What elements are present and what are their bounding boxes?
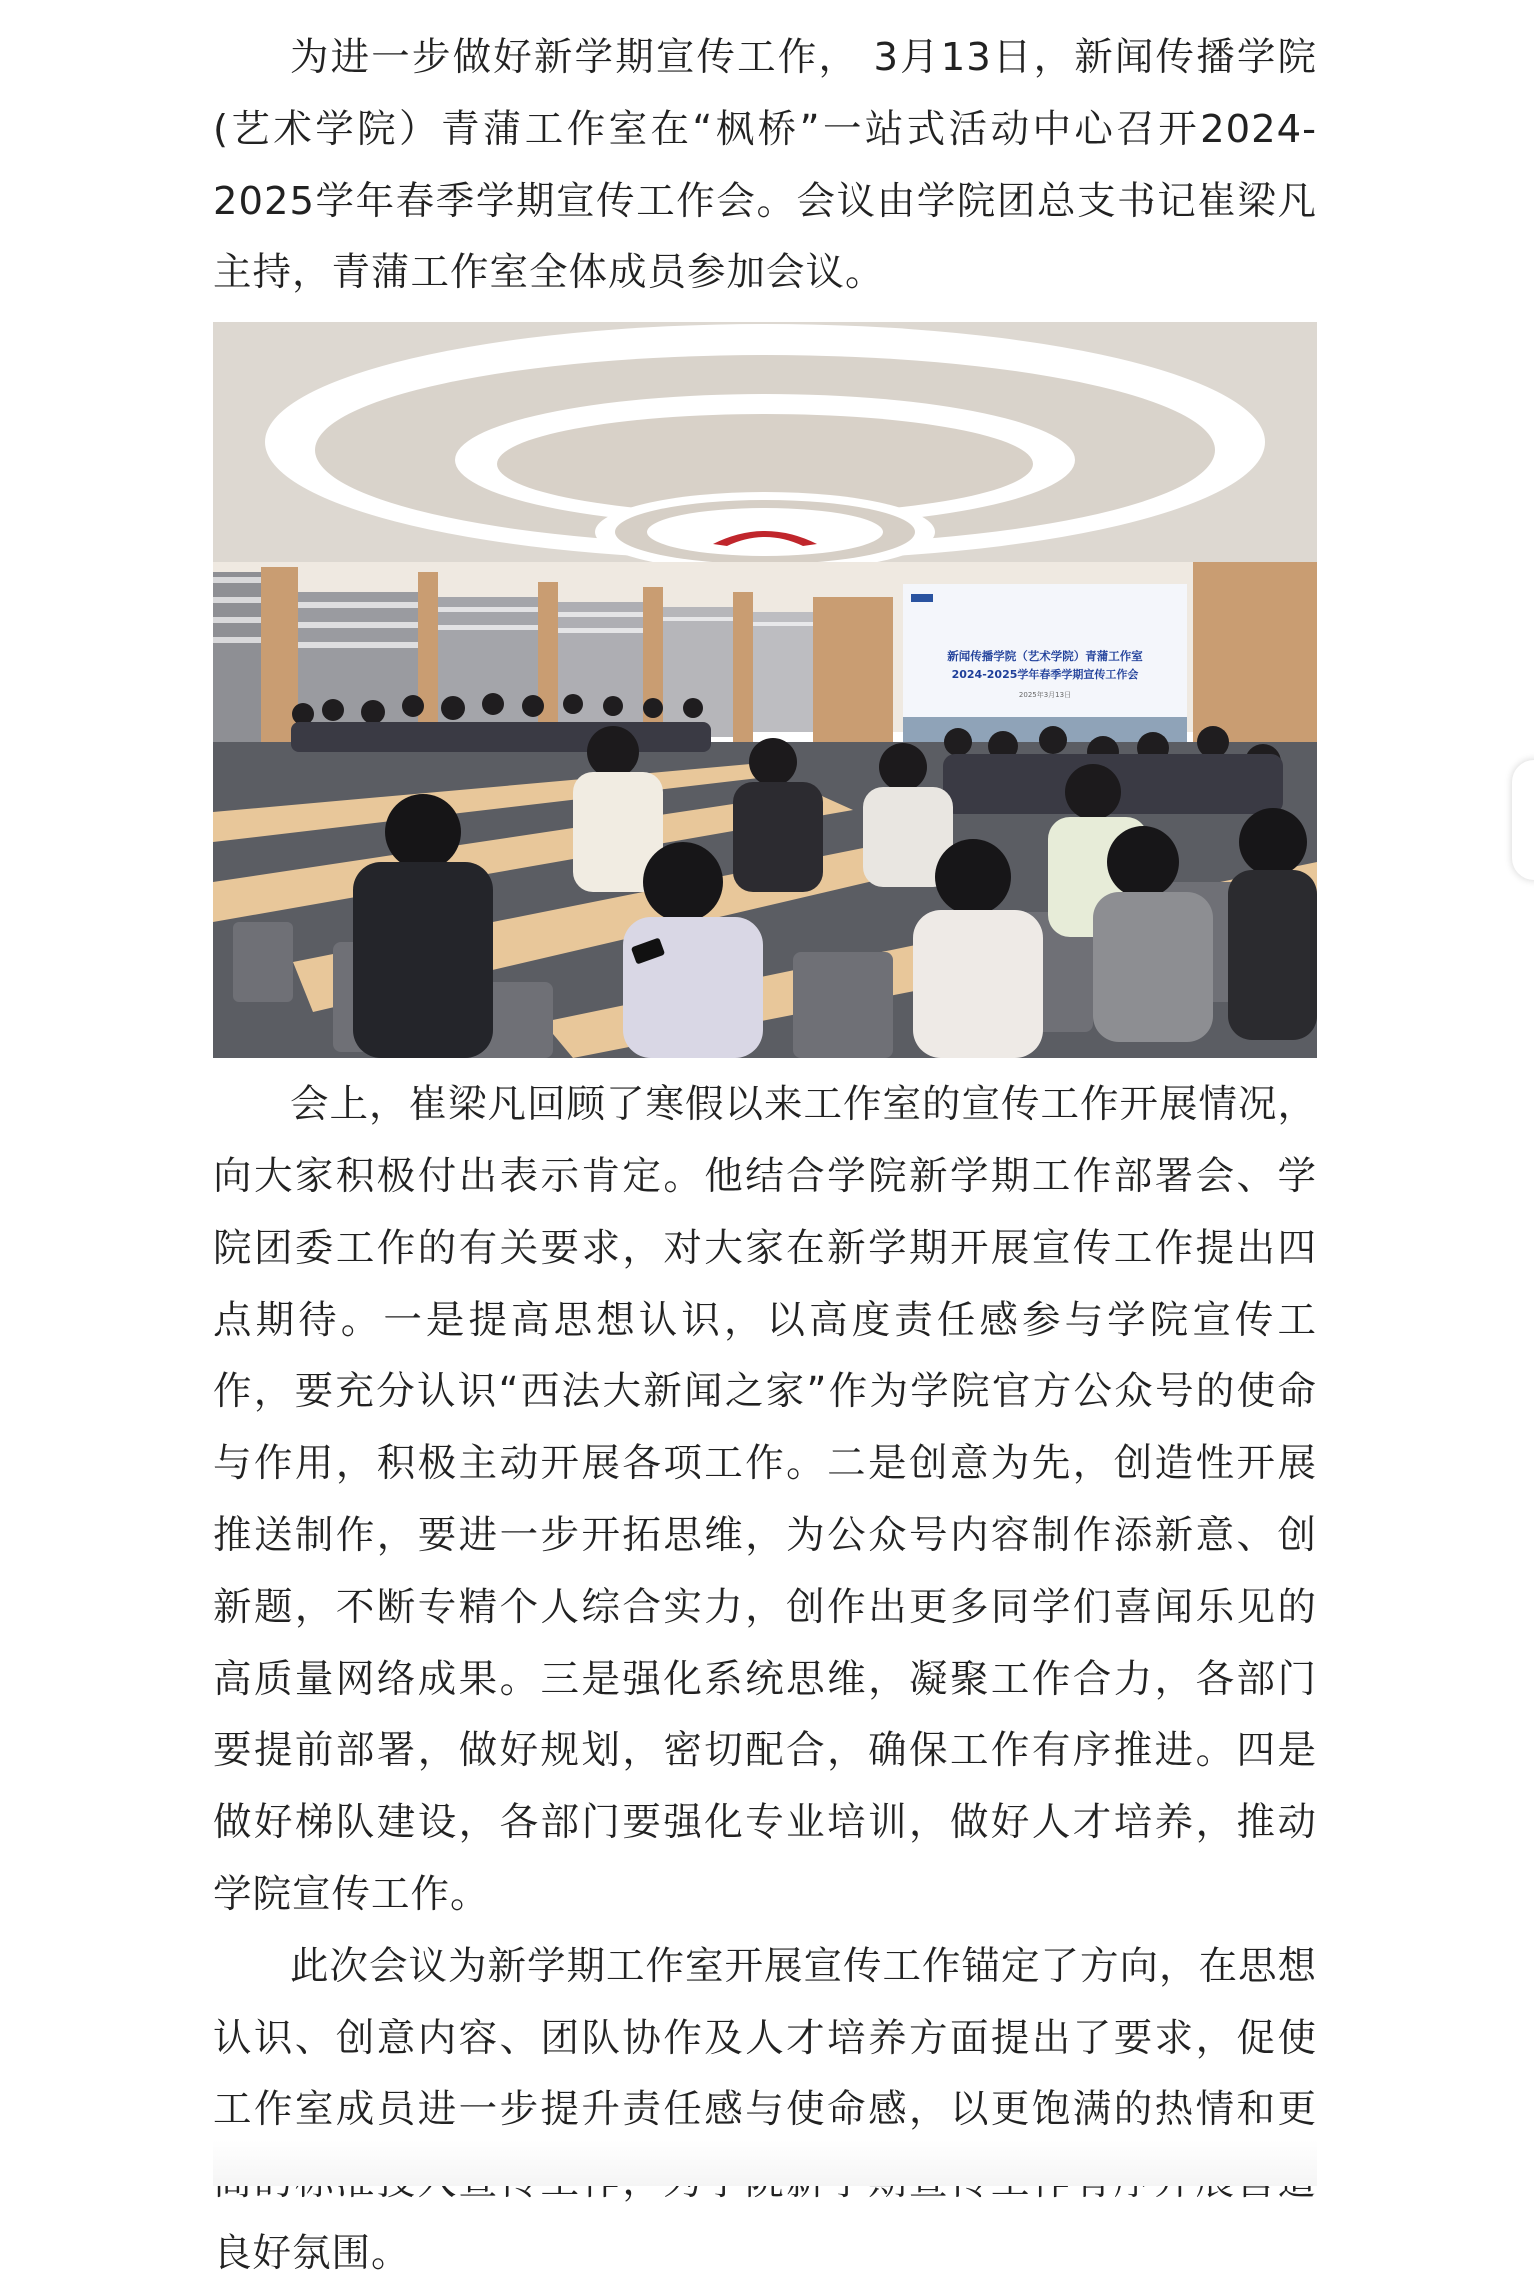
screen-date: 2025年3月13日	[1018, 691, 1072, 700]
attendee-puffer-jacket	[353, 862, 493, 1058]
screen-title-line1: 新闻传播学院（艺术学院）青蒲工作室	[947, 649, 1143, 664]
article-paragraph-meeting: 会上，崔梁凡回顾了寒假以来工作室的宣传工作开展情况，向大家积极付出表示肯定。他结合学院新学期工作部署会、学院团委工作的有关要求，对大家在新学期开展宣传工作提出四点期待。一是提高思想认识，以高度责任感参与学院宣传工作，要充分认识“西法大新闻之家”作为学院官方公众号的使命与作用，积极主动开展各项工作。二是创意为先，创造性开展推送制作，要进一步开拓思维，为公众号内容制作添新意、创新题，不断专精个人综合实力，创作出更多同学们喜闻乐见的高质量网络成果。三是强化系统思维，凝聚工作合力，各部门要提前部署，做好规划，密切配合，确保工作有序推进。四是做好梯队建设，各部门要强化专业培训，做好人才培养，推动学院宣传工作。	[213, 1082, 1318, 1917]
article-paragraph-intro: 为进一步做好新学期宣传工作， 3月13日，新闻传播学院(艺术学院）青蒲工作室在“枫桥”一站式活动中心召开2024-2025学年春季学期宣传工作会。会议由学院团总支书记崔梁凡主持，青蒲工作室全体成员参加会议。	[213, 35, 1317, 296]
meeting-photo	[213, 322, 1317, 1058]
side-scroll-handle[interactable]	[1512, 760, 1534, 880]
screen-title-line2: 2024-2025学年春季学期宣传工作会	[951, 668, 1139, 682]
next-image-placeholder	[213, 2140, 1317, 2186]
article-body	[213, 22, 1317, 2290]
article-paragraph-conclusion: 此次会议为新学期工作室开展宣传工作锚定了方向，在思想认识、创意内容、团队协作及人才培养方面提出了要求，促使工作室成员进一步提升责任感与使命感，以更饱满的热情和更 良好氛围。	[213, 1943, 1318, 2276]
